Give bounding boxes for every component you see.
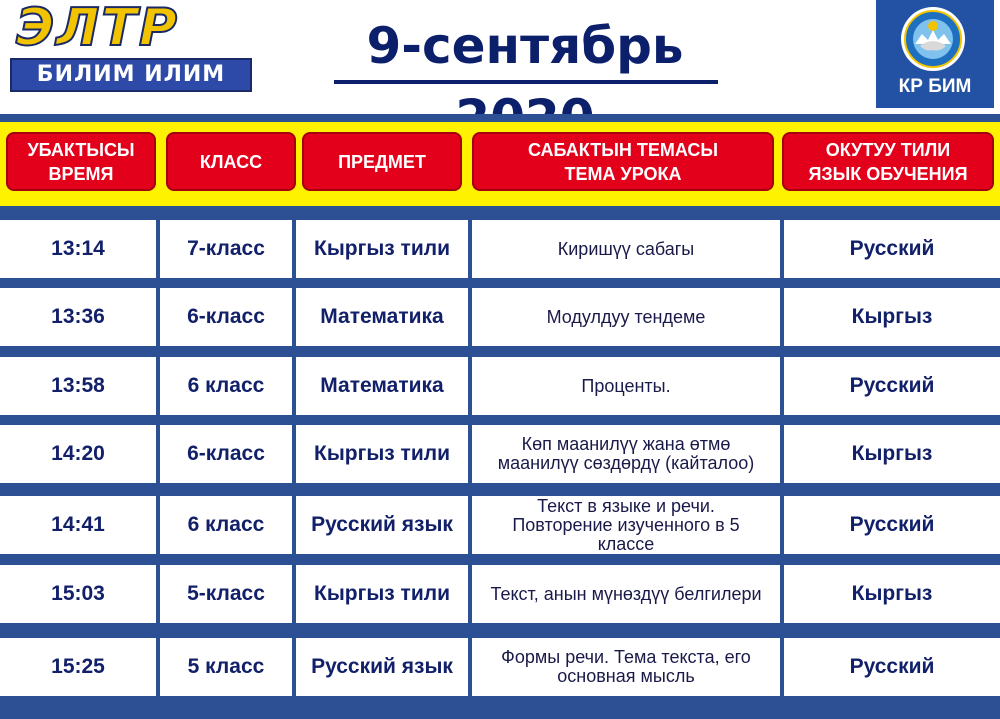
cell-language: Русский — [784, 638, 1000, 696]
cell-subject: Кыргыз тили — [296, 425, 468, 483]
cell-subject: Математика — [296, 288, 468, 346]
cell-language: Русский — [784, 357, 1000, 415]
header-language: ОКУТУУ ТИЛИ ЯЗЫК ОБУЧЕНИЯ — [782, 132, 994, 191]
cell-topic: Текст в языке и речи. Повторение изученного в 5 классе — [472, 496, 780, 554]
table-row — [0, 220, 1000, 278]
cell-topic: Көп маанилүү жана өтмө маанилүү сөздөрдү (кайталоо) — [472, 425, 780, 483]
cell-class: 7-класс — [160, 220, 292, 278]
cell-subject: Математика — [296, 357, 468, 415]
cell-language: Русский — [784, 220, 1000, 278]
cell-language: Кыргыз — [784, 425, 1000, 483]
kyrgyz-emblem-icon — [900, 6, 966, 72]
cell-topic: Киришүү сабагы — [472, 220, 780, 278]
header-topic: САБАКТЫН ТЕМАСЫ ТЕМА УРОКА — [472, 132, 774, 191]
cell-time: 15:03 — [0, 565, 156, 623]
header-class: КЛАСС — [166, 132, 296, 191]
cell-subject: Кыргыз тили — [296, 565, 468, 623]
cell-language: Русский — [784, 496, 1000, 554]
table-row — [0, 425, 1000, 483]
table-row — [0, 357, 1000, 415]
cell-class: 6 класс — [160, 357, 292, 415]
cell-time: 15:25 — [0, 638, 156, 696]
logo-label: КР БИМ — [898, 76, 972, 97]
table-row — [0, 565, 1000, 623]
page-title: 9-сентябрь — [366, 17, 684, 75]
cell-class: 5 класс — [160, 638, 292, 696]
table-row — [0, 638, 1000, 696]
cell-class: 6-класс — [160, 288, 292, 346]
cell-subject: Русский язык — [296, 638, 468, 696]
title-underline — [334, 80, 718, 84]
logo-wordmark: ЭЛТР — [16, 0, 179, 58]
cell-language: Кыргыз — [784, 288, 1000, 346]
cell-subject: Русский язык — [296, 496, 468, 554]
kr-bim-logo — [876, 0, 994, 108]
cell-subject: Кыргыз тили — [296, 220, 468, 278]
cell-time: 14:41 — [0, 496, 156, 554]
cell-time: 14:20 — [0, 425, 156, 483]
cell-topic: Формы речи. Тема текста, его основная мысль — [472, 638, 780, 696]
cell-language: Кыргыз — [784, 565, 1000, 623]
cell-class: 6-класс — [160, 425, 292, 483]
cell-topic: Проценты. — [472, 357, 780, 415]
cell-time: 13:58 — [0, 357, 156, 415]
cell-topic: Модулдуу тендеме — [472, 288, 780, 346]
cell-class: 6 класс — [160, 496, 292, 554]
cell-topic: Текст, анын мүнөздүү белгилери — [472, 565, 780, 623]
cell-time: 13:36 — [0, 288, 156, 346]
header-subject: ПРЕДМЕТ — [302, 132, 462, 191]
header-time: УБАКТЫСЫ ВРЕМЯ — [6, 132, 156, 191]
table-row — [0, 496, 1000, 554]
logo-banner: БИЛИМ ИЛИМ — [10, 58, 252, 92]
cell-time: 13:14 — [0, 220, 156, 278]
cell-class: 5-класс — [160, 565, 292, 623]
table-row — [0, 288, 1000, 346]
elitr-logo — [4, 2, 248, 94]
